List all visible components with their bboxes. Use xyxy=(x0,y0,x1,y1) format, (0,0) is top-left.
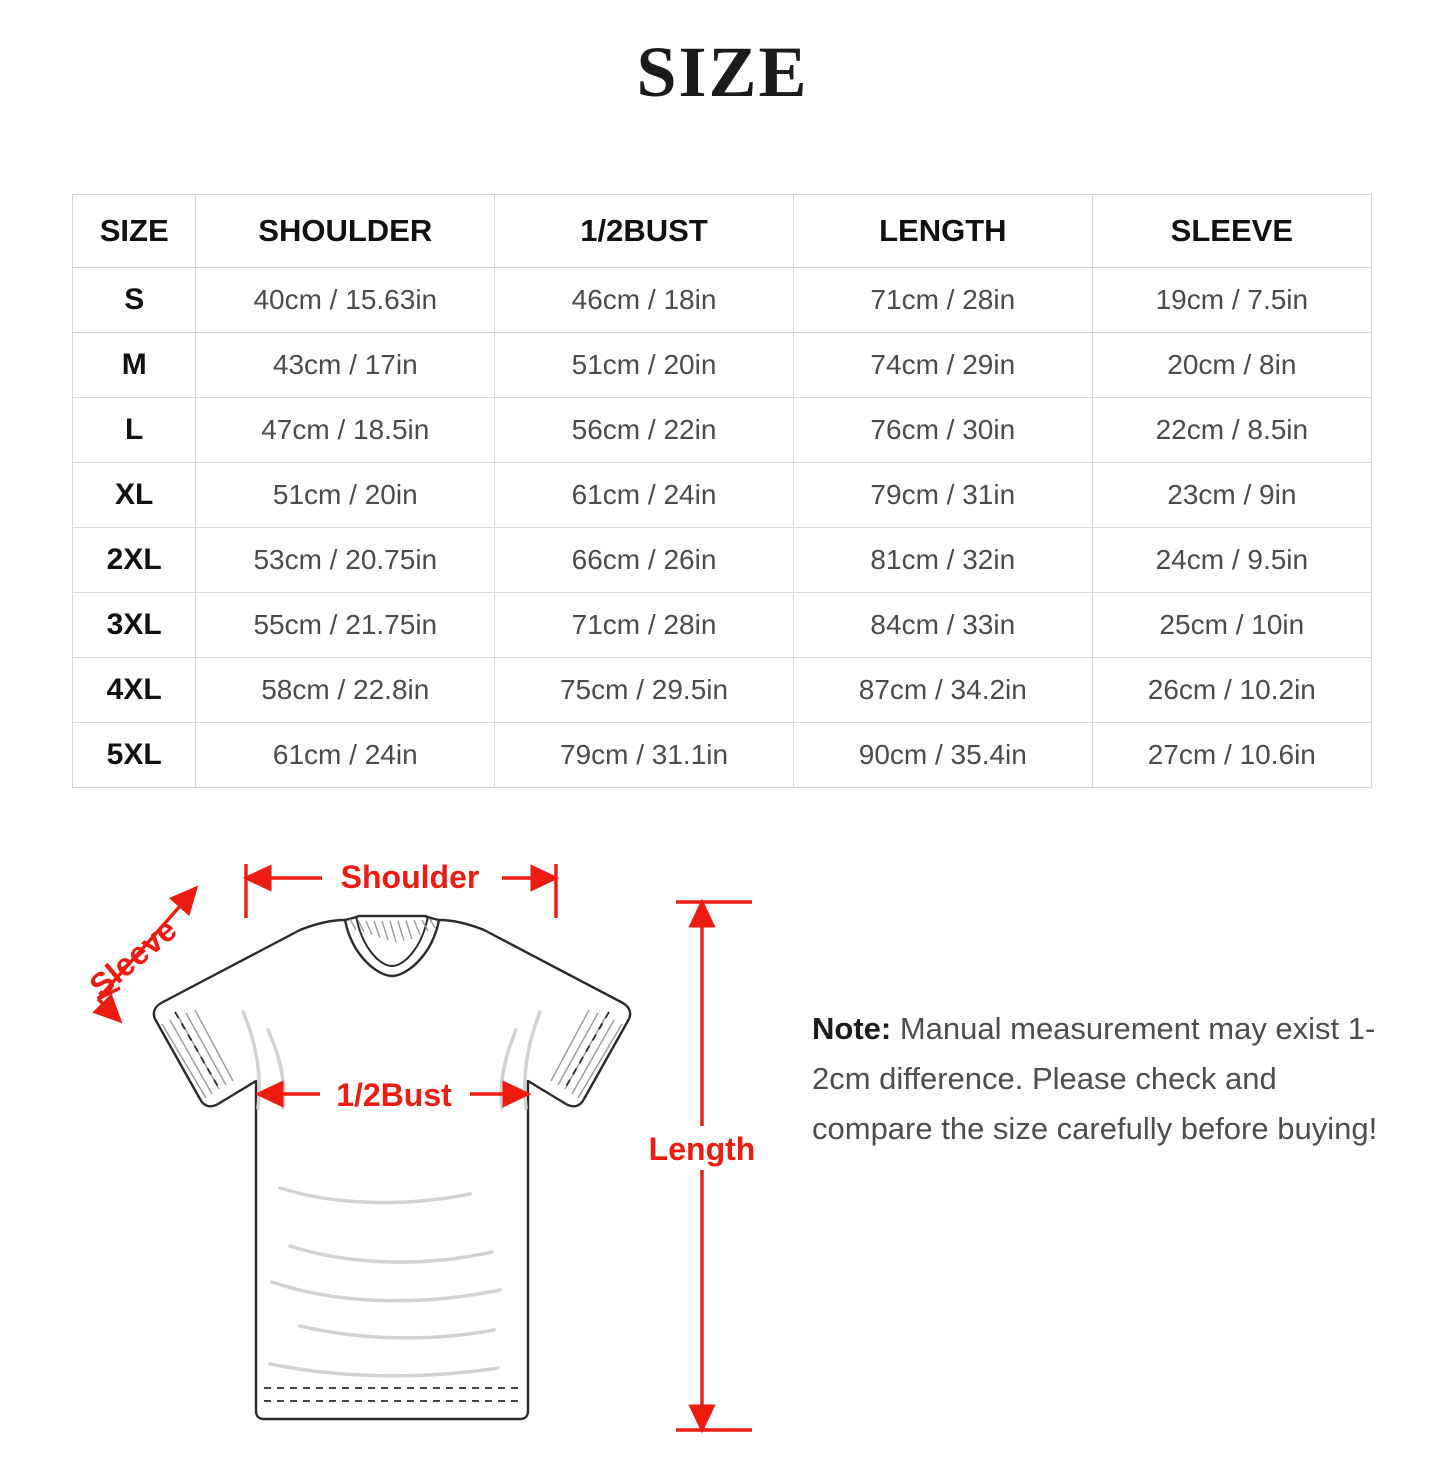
length-label: Length xyxy=(648,1131,756,1167)
cell-bust: 75cm / 29.5in xyxy=(495,658,794,723)
cell-sleeve: 26cm / 10.2in xyxy=(1092,658,1371,723)
cell-shoulder: 47cm / 18.5in xyxy=(196,398,495,463)
table-row xyxy=(73,658,1372,723)
cell-length: 84cm / 33in xyxy=(793,593,1092,658)
cell-bust: 46cm / 18in xyxy=(495,268,794,333)
note-block xyxy=(812,1004,1392,1155)
tshirt-illustration xyxy=(154,916,630,1419)
cell-sleeve: 19cm / 7.5in xyxy=(1092,268,1371,333)
table-row xyxy=(73,593,1372,658)
cell-length: 74cm / 29in xyxy=(793,333,1092,398)
cell-length: 76cm / 30in xyxy=(793,398,1092,463)
cell-length: 71cm / 28in xyxy=(793,268,1092,333)
column-header-sleeve: SLEEVE xyxy=(1092,195,1371,268)
cell-shoulder: 61cm / 24in xyxy=(196,723,495,788)
cell-length: 87cm / 34.2in xyxy=(793,658,1092,723)
table-row xyxy=(73,723,1372,788)
table-row xyxy=(73,268,1372,333)
cell-sleeve: 22cm / 8.5in xyxy=(1092,398,1371,463)
cell-shoulder: 58cm / 22.8in xyxy=(196,658,495,723)
cell-shoulder: 53cm / 20.75in xyxy=(196,528,495,593)
cell-sleeve: 24cm / 9.5in xyxy=(1092,528,1371,593)
column-header-length: LENGTH xyxy=(793,195,1092,268)
cell-size: L xyxy=(73,398,196,463)
cell-bust: 66cm / 26in xyxy=(495,528,794,593)
cell-shoulder: 40cm / 15.63in xyxy=(196,268,495,333)
cell-shoulder: 43cm / 17in xyxy=(196,333,495,398)
cell-length: 79cm / 31in xyxy=(793,463,1092,528)
cell-size: 3XL xyxy=(73,593,196,658)
size-chart-table-wrapper xyxy=(72,194,1372,788)
cell-size: 4XL xyxy=(73,658,196,723)
cell-sleeve: 20cm / 8in xyxy=(1092,333,1371,398)
cell-bust: 61cm / 24in xyxy=(495,463,794,528)
table-row xyxy=(73,333,1372,398)
cell-sleeve: 27cm / 10.6in xyxy=(1092,723,1371,788)
bust-label: 1/2Bust xyxy=(336,1077,452,1113)
cell-bust: 56cm / 22in xyxy=(495,398,794,463)
cell-size: 5XL xyxy=(73,723,196,788)
cell-bust: 79cm / 31.1in xyxy=(495,723,794,788)
cell-length: 81cm / 32in xyxy=(793,528,1092,593)
size-chart-table xyxy=(72,194,1372,788)
cell-bust: 51cm / 20in xyxy=(495,333,794,398)
note-text: Manual measurement may exist 1-2cm difference. Please check and compare the size carefully before buying! xyxy=(812,1011,1378,1147)
table-row xyxy=(73,528,1372,593)
column-header-size: SIZE xyxy=(73,195,196,268)
cell-size: 2XL xyxy=(73,528,196,593)
cell-size: M xyxy=(73,333,196,398)
column-header-bust: 1/2BUST xyxy=(495,195,794,268)
page-title: SIZE xyxy=(636,32,809,112)
table-row xyxy=(73,398,1372,463)
cell-shoulder: 55cm / 21.75in xyxy=(196,593,495,658)
note-label: Note: xyxy=(812,1011,892,1046)
cell-bust: 71cm / 28in xyxy=(495,593,794,658)
shoulder-label: Shoulder xyxy=(340,859,480,895)
column-header-shoulder: SHOULDER xyxy=(196,195,495,268)
cell-size: XL xyxy=(73,463,196,528)
cell-sleeve: 23cm / 9in xyxy=(1092,463,1371,528)
cell-shoulder: 51cm / 20in xyxy=(196,463,495,528)
cell-length: 90cm / 35.4in xyxy=(793,723,1092,788)
cell-sleeve: 25cm / 10in xyxy=(1092,593,1371,658)
table-row xyxy=(73,463,1372,528)
cell-size: S xyxy=(73,268,196,333)
sleeve-label: Sleeve xyxy=(82,911,184,1004)
table-header-row xyxy=(73,195,1372,268)
measurement-diagram xyxy=(0,816,790,1476)
